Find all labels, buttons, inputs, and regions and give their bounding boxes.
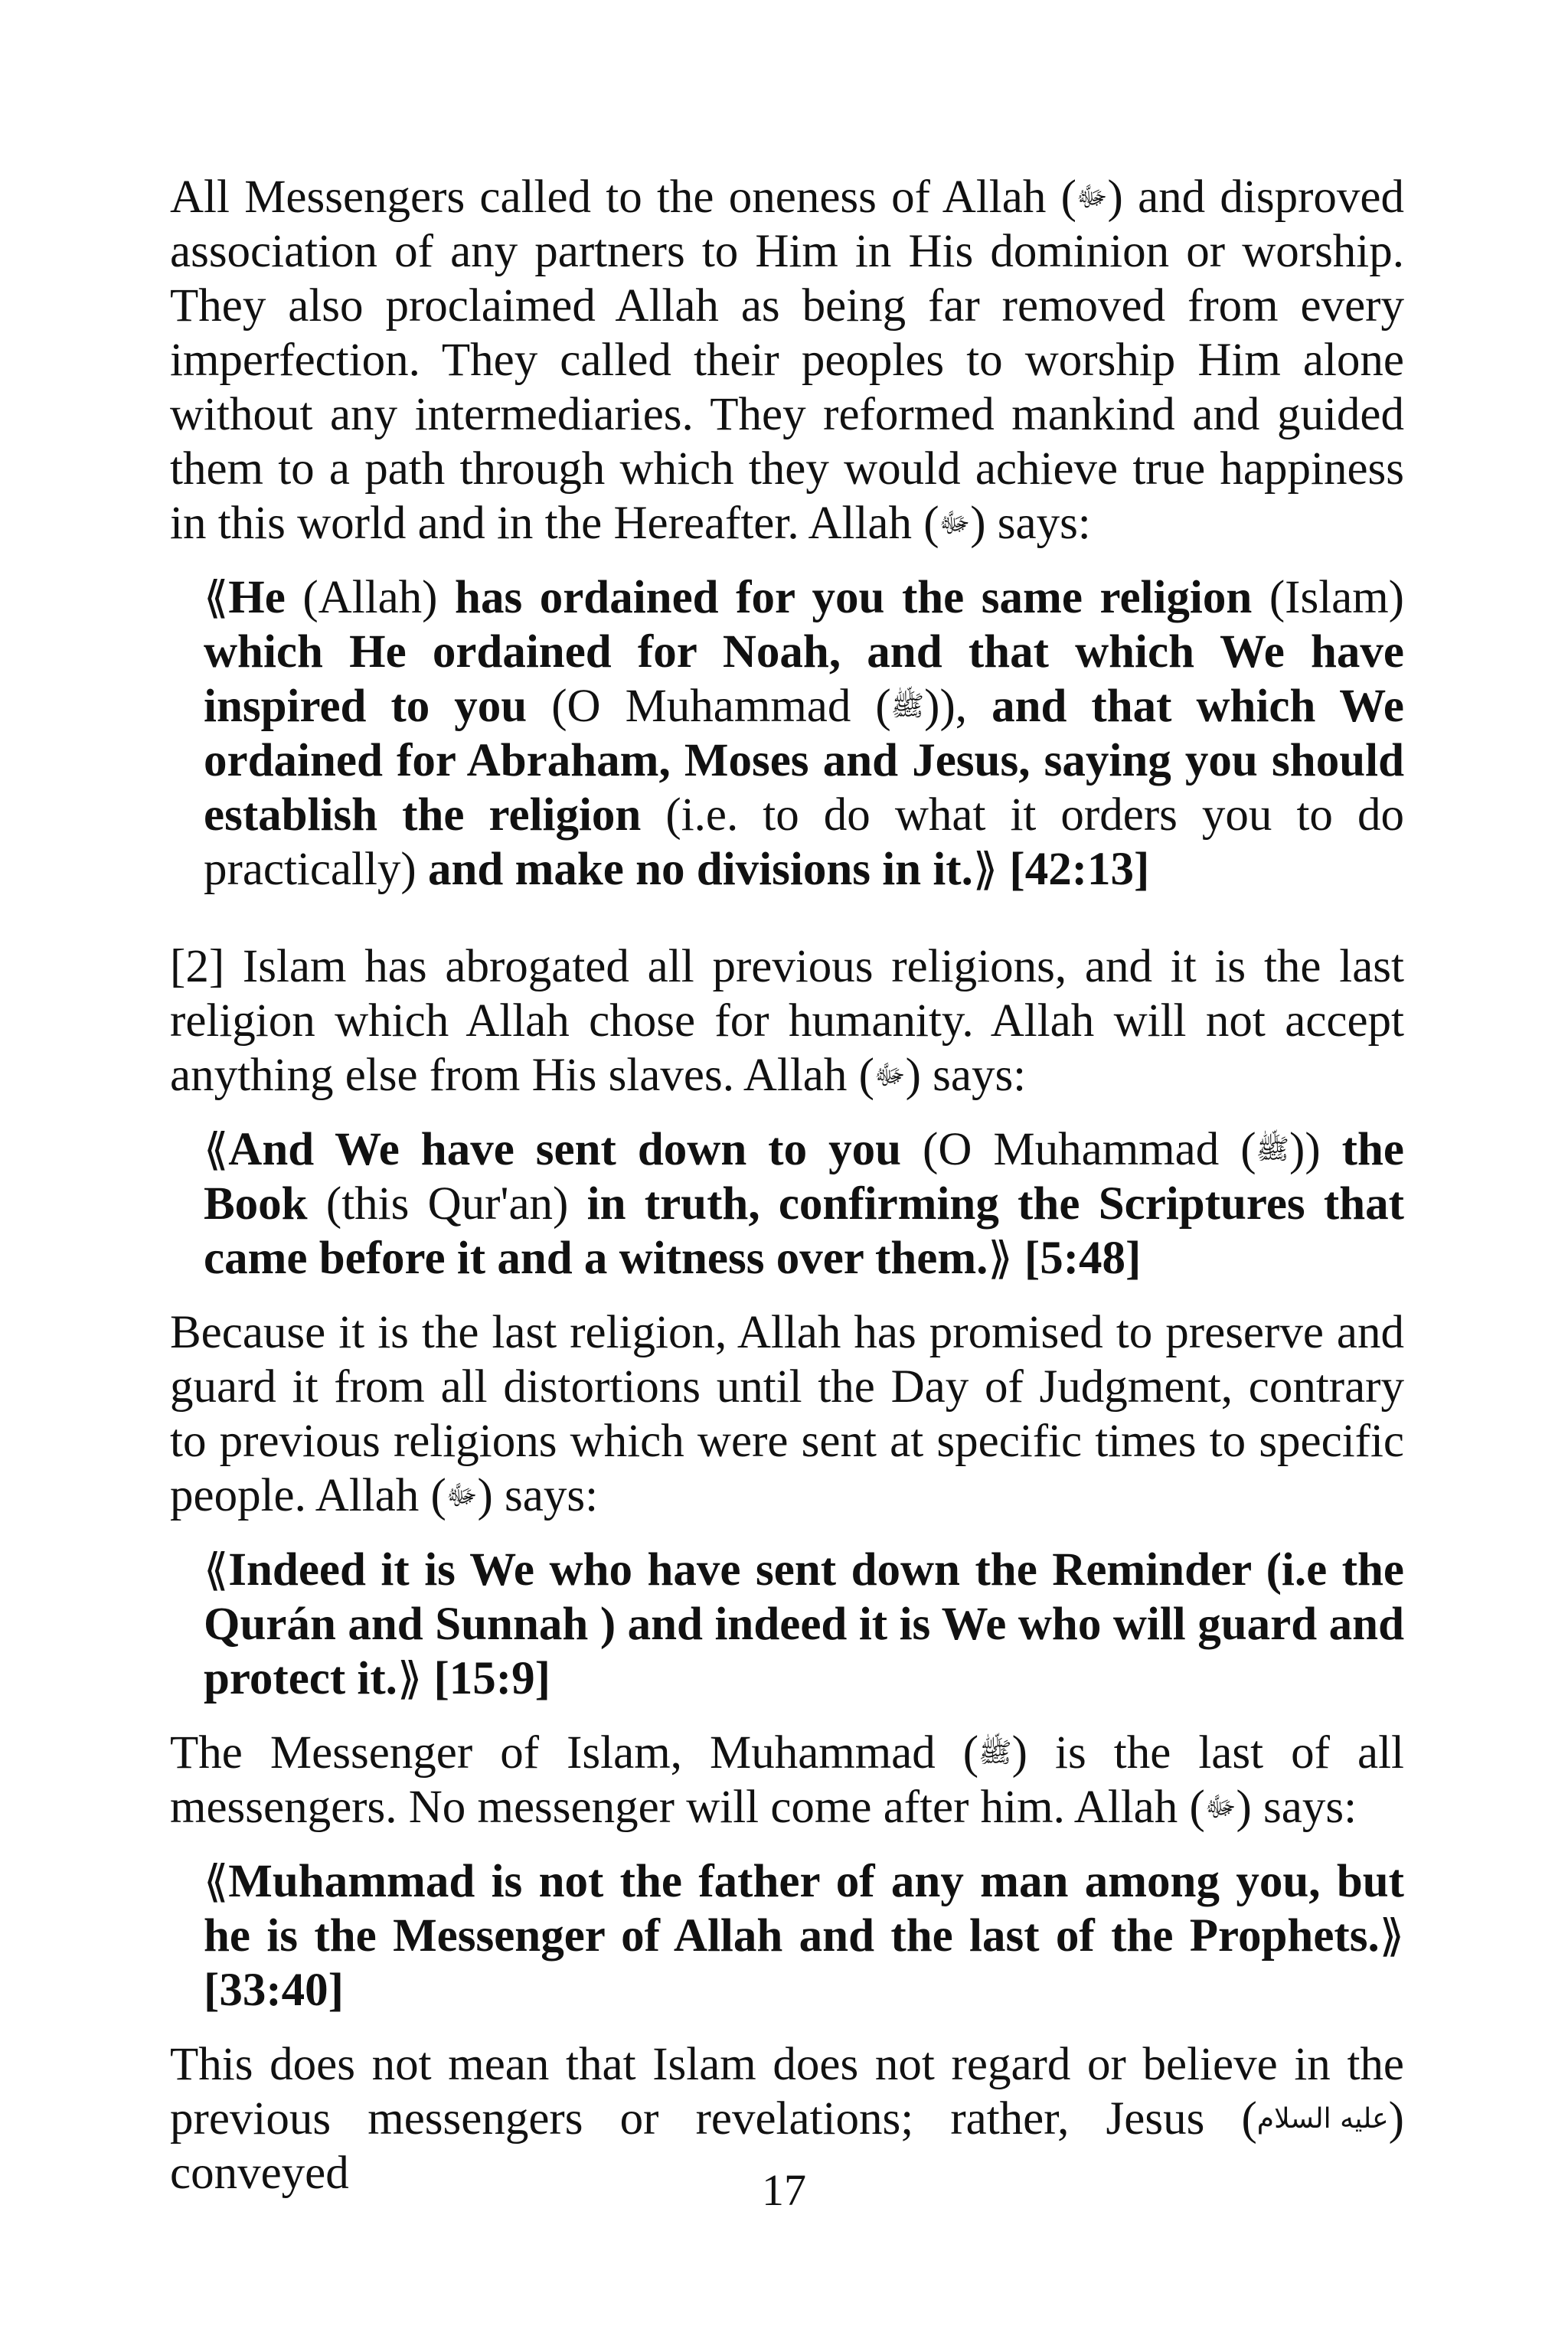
prophet-honorific: ﷺ — [978, 1737, 1012, 1769]
verse-reference: [15:9] — [422, 1653, 550, 1704]
allah-honorific: ﷻ — [874, 1060, 906, 1091]
open-bracket: ⟪ — [204, 1544, 229, 1596]
paragraph-previous-messengers: This does not mean that Islam does not regard or believe in the previous messengers or revelations; rather, Jesus (عليه السلام) conveyed — [170, 2039, 1404, 2199]
quote-33-40: ⟪Muhammad is not the father of any man among you, but he is the Messenger of Allah and the last of the Prophets.⟫ [33:40] — [204, 1855, 1404, 2016]
open-bracket: ⟪ — [204, 1855, 229, 1907]
paragraph-last-messenger: The Messenger of Islam, Muhammad (ﷺ) is the last of all messengers. No messenger will come after him. Allah (ﷻ) says: — [170, 1727, 1404, 1833]
verse-reference: [42:13] — [998, 844, 1150, 895]
verse-reference: [33:40] — [204, 1965, 344, 2016]
page-number: 17 — [762, 2165, 806, 2215]
allah-honorific: ﷻ — [1204, 1792, 1236, 1823]
page-body — [170, 170, 1404, 2220]
allah-honorific: ﷻ — [1076, 181, 1108, 213]
quote-42-13: ⟪He (Allah) has ordained for you the same religion (Islam) which He ordained for Noah, and that which We have inspired to you (O Muhammad (ﷺ)), and that which We ordained for Abraham, Moses and Jesus, saying you should establish the religion (i.e. to do what it orders you to do practically) and make no divisions in it.⟫ [42:13] — [204, 571, 1404, 895]
quote-5-48: ⟪And We have sent down to you (O Muhammad (ﷺ)) the Book (this Qur'an) in truth, confirming the Scriptures that came before it and a witness over them.⟫ [5:48] — [204, 1123, 1404, 1284]
allah-honorific: ﷻ — [446, 1480, 478, 1511]
open-bracket: ⟪ — [204, 1123, 229, 1175]
close-bracket: ⟫ — [397, 1652, 423, 1704]
prophet-honorific: ﷺ — [1256, 1134, 1290, 1165]
close-bracket: ⟫ — [1379, 1909, 1404, 1962]
paragraph-islam-abrogated: [2] Islam has abrogated all previous religions, and it is the last religion which Allah chose for humanity. Allah will not accept anything else from His slaves. Allah (ﷻ) says: — [170, 941, 1404, 1101]
paragraph-last-religion: Because it is the last religion, Allah has promised to preserve and guard it from all distortions until the Day of Judgment, contrary to previous religions which were sent at specific times to specific people. Allah (ﷻ) says: — [170, 1307, 1404, 1521]
close-bracket: ⟫ — [988, 1232, 1013, 1284]
jesus-honorific: عليه السلام — [1256, 2103, 1389, 2135]
paragraph-messengers-oneness: All Messengers called to the oneness of Allah (ﷻ) and disproved association of any partners to Him in His dominion or worship. They also proclaimed Allah as being far removed from every imperfection. They called their peoples to worship Him alone without any intermediaries. They reformed mankind and guided them to a path through which they would achieve true happiness in this world and in the Hereafter. Allah (ﷻ) says: — [170, 172, 1404, 549]
open-bracket: ⟪ — [204, 571, 229, 623]
close-bracket: ⟫ — [972, 843, 998, 895]
prophet-honorific: ﷺ — [890, 691, 925, 722]
verse-reference: [5:48] — [1012, 1233, 1142, 1284]
allah-honorific: ﷻ — [939, 508, 971, 539]
quote-15-9: ⟪Indeed it is We who have sent down the Reminder (i.e the Qurán and Sunnah ) and indeed it is We who will guard and protect it.⟫ [15:9] — [204, 1544, 1404, 1704]
